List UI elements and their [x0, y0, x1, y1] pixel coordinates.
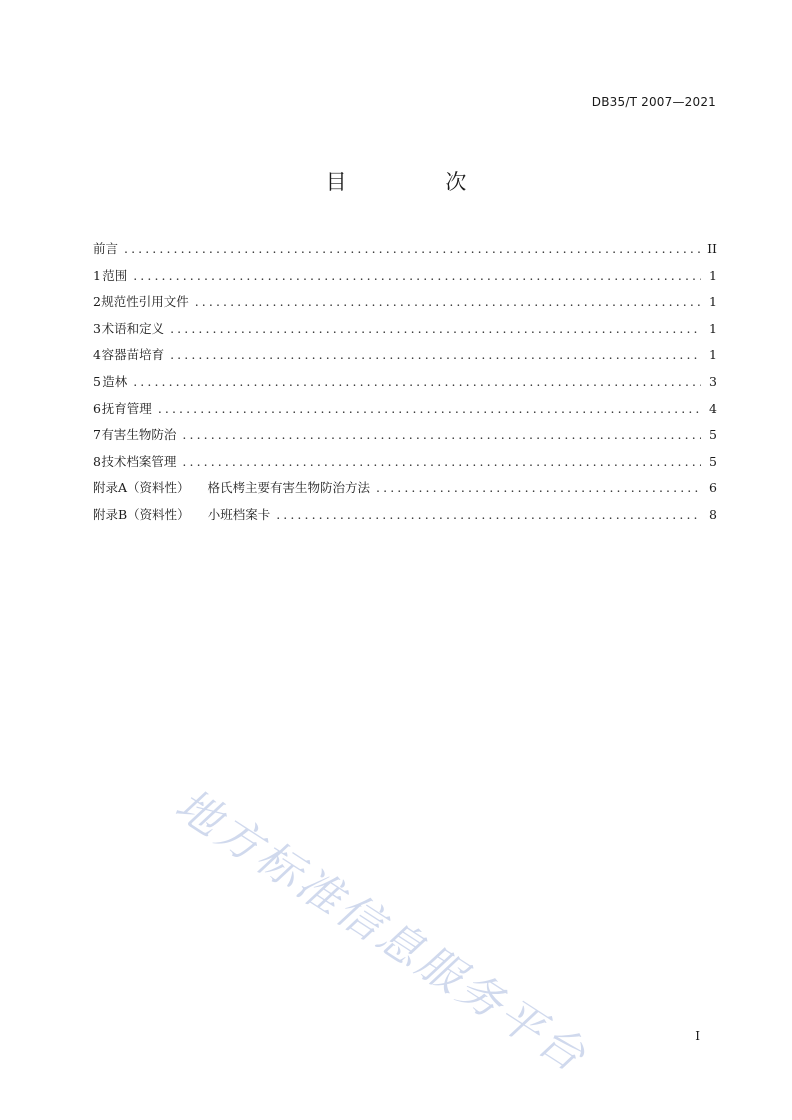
toc-entry-page: 1 — [709, 320, 717, 336]
toc-leader-dots — [124, 241, 701, 256]
toc-entry-title: 术语和定义 — [101, 320, 165, 336]
toc-entry-title: 范围 — [102, 267, 128, 283]
toc-entry-number: 4 — [93, 347, 101, 363]
document-code: DB35/T 2007—2021 — [591, 95, 716, 109]
toc-leader-dots — [276, 507, 701, 522]
toc-entry-title: 容器苗培育 — [101, 347, 165, 363]
toc-entry-afforestation[interactable] — [93, 372, 717, 399]
toc-title: 目 次 — [325, 170, 513, 194]
toc-entry-title: 前言 — [93, 241, 119, 256]
toc-entry-number: 7 — [93, 427, 101, 443]
toc-entry-terms-definitions[interactable] — [93, 319, 717, 346]
toc-leader-dots — [158, 401, 701, 416]
toc-entry-scope[interactable] — [93, 266, 717, 293]
toc-list — [93, 239, 717, 532]
toc-entry-page: 1 — [709, 347, 717, 363]
toc-leader-dots — [133, 268, 701, 283]
toc-entry-pest-control[interactable] — [93, 425, 717, 452]
toc-entry-number: 6 — [93, 400, 101, 416]
toc-entry-tending-management[interactable] — [93, 399, 717, 426]
toc-entry-number: 3 — [93, 320, 101, 336]
toc-entry-title: 造林 — [102, 373, 128, 389]
toc-entry-title: 技术档案管理 — [101, 453, 177, 469]
toc-entry-number: 1 — [93, 267, 101, 283]
toc-entry-page: 8 — [709, 506, 717, 522]
toc-entry-title: 格氏栲主要有害生物防治方法 — [207, 480, 371, 496]
toc-entry-normative-references[interactable] — [93, 292, 717, 319]
toc-entry-title: 抚育管理 — [101, 400, 152, 416]
toc-entry-container-seedlings[interactable] — [93, 345, 717, 372]
toc-entry-number: 5 — [93, 373, 101, 389]
toc-leader-dots — [170, 347, 701, 362]
page-number: I — [695, 1029, 700, 1043]
toc-entry-number: 2 — [93, 294, 101, 310]
toc-entry-page: 3 — [709, 373, 717, 389]
toc-entry-number: 8 — [93, 453, 101, 469]
toc-leader-dots — [133, 374, 701, 389]
toc-entry-appendix-label: 附录A（资料性） — [93, 480, 190, 496]
toc-entry-title: 规范性引用文件 — [101, 294, 189, 310]
toc-entry-page: II — [707, 241, 717, 256]
toc-entry-page: 1 — [709, 294, 717, 310]
toc-entry-foreword[interactable] — [93, 239, 717, 266]
toc-entry-page: 5 — [709, 427, 717, 443]
toc-entry-page: 1 — [709, 267, 717, 283]
toc-entry-title: 小班档案卡 — [207, 506, 271, 522]
toc-entry-appendix-label: 附录B（资料性） — [93, 506, 190, 522]
toc-leader-dots — [182, 427, 701, 442]
watermark: 地方标准信息服务平台 — [166, 779, 597, 1084]
toc-leader-dots — [376, 480, 701, 495]
toc-entry-technical-archives[interactable] — [93, 452, 717, 479]
toc-leader-dots — [170, 321, 701, 336]
toc-leader-dots — [195, 294, 701, 309]
toc-entry-title: 有害生物防治 — [101, 427, 177, 443]
toc-entry-page: 5 — [709, 453, 717, 469]
toc-entry-appendix-a[interactable] — [93, 478, 717, 505]
toc-leader-dots — [182, 454, 701, 469]
toc-entry-page: 6 — [709, 480, 717, 496]
toc-entry-appendix-b[interactable] — [93, 505, 717, 532]
toc-entry-page: 4 — [709, 400, 717, 416]
